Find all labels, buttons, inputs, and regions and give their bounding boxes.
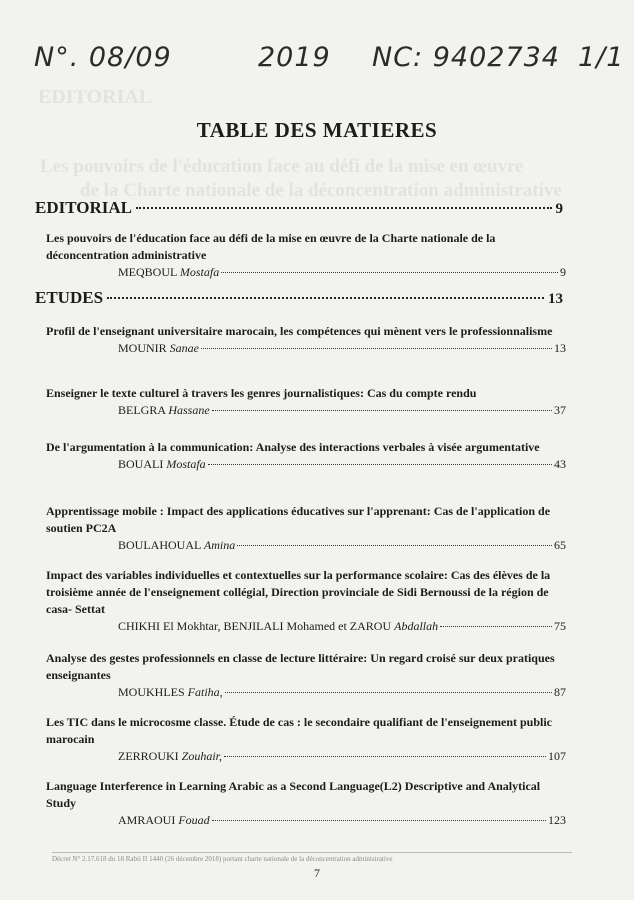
entry-title: Analyse des gestes professionnels en classe de lecture littéraire: Un regard croisé sur deux pratiques enseignantes xyxy=(46,651,555,682)
entry-page: 9 xyxy=(560,265,566,279)
entry-title: Profil de l'enseignant universitaire marocain, les compétences qui mènent vers le professionnalisme xyxy=(46,324,553,338)
dot-leader xyxy=(224,756,546,757)
entry-title: Language Interference in Learning Arabic as a Second Language(L2) Descriptive and Analytical Study xyxy=(46,779,541,810)
entry-author: MOUKHLES Fatiha, xyxy=(118,685,223,699)
handwritten-copy-count: 1/1 xyxy=(578,42,625,73)
toc-entry xyxy=(46,778,566,829)
entry-title: Enseigner le texte culturel à travers les genres journalistiques: Cas du compte rendu xyxy=(46,386,477,400)
entry-author: BELGRA Hassane xyxy=(118,403,210,417)
entry-page: 75 xyxy=(554,619,566,633)
section-editorial xyxy=(35,198,563,218)
entry-author-line xyxy=(118,618,566,635)
bleed-through-heading: EDITORIAL xyxy=(38,86,153,108)
dot-leader xyxy=(225,692,552,693)
entry-author: MEQBOUL Mostafa xyxy=(118,265,220,279)
entry-author: AMRAOUI Fouad xyxy=(118,813,210,827)
section-page: 9 xyxy=(555,201,563,217)
entry-author: BOULAHOUAL Amina xyxy=(118,538,236,552)
bleed-through-line-1: Les pouvoirs de l'éducation face au défi de la mise en œuvre xyxy=(40,156,524,177)
toc-entry xyxy=(46,714,566,765)
entry-author-line xyxy=(118,812,566,829)
entry-title: De l'argumentation à la communication: Analyse des interactions verbales à visée argumentative xyxy=(46,440,540,454)
dot-leader xyxy=(212,410,552,411)
dot-leader xyxy=(136,207,552,209)
entry-page: 13 xyxy=(554,341,566,355)
section-label: EDITORIAL xyxy=(35,198,132,217)
entry-title: Les TIC dans le microcosme classe. Étude de cas : le secondaire qualifiant de l'enseignement public marocain xyxy=(46,715,552,746)
section-page: 13 xyxy=(548,291,563,307)
toc-entry xyxy=(46,567,566,635)
dot-leader xyxy=(208,464,552,465)
entry-author-line xyxy=(118,456,566,473)
entry-author-line xyxy=(118,537,566,554)
dot-leader xyxy=(221,272,558,273)
entry-author-line xyxy=(118,340,566,357)
handwritten-call-number: NC: 9402734 xyxy=(372,42,560,73)
entry-title: Impact des variables individuelles et contextuelles sur la performance scolaire: Cas des élèves de la troisième année de l'enseignement collégial, Direction provinciale de Sidi Bernoussi de la région de casa- Settat xyxy=(46,568,551,616)
toc-entry xyxy=(46,503,566,554)
toc-entry xyxy=(46,650,566,701)
footnote: Décret N° 2.17.618 du 18 Rabii II 1440 (26 décembre 2018) portant charte nationale de la déconcentration administrative xyxy=(52,852,572,863)
entry-author: CHIKHI El Mokhtar, BENJILALI Mohamed et ZAROU Abdallah xyxy=(118,619,439,633)
entry-title: Apprentissage mobile : Impact des applications éducatives sur l'apprenant: Cas de l'application de soutien PC2A xyxy=(46,504,551,535)
entry-author: MOUNIR Sanae xyxy=(118,341,199,355)
dot-leader xyxy=(237,545,552,546)
toc-entry xyxy=(46,323,566,357)
handwritten-year: 2019 xyxy=(258,42,331,73)
entry-page: 37 xyxy=(554,403,566,417)
toc-entry xyxy=(46,439,566,473)
bleed-through-line-2: de la Charte nationale de la déconcentration administrative xyxy=(80,180,562,201)
dot-leader xyxy=(107,297,544,299)
page-number: 7 xyxy=(314,866,320,880)
entry-author-line xyxy=(118,264,566,281)
entry-page: 43 xyxy=(554,457,566,471)
handwritten-issue-number: N°. 08/09 xyxy=(34,42,172,73)
section-etudes xyxy=(35,288,563,308)
entry-page: 87 xyxy=(554,685,566,699)
entry-author: ZERROUKI Zouhair, xyxy=(118,749,223,763)
entry-title: Les pouvoirs de l'éducation face au défi de la mise en œuvre de la Charte nationale de la déconcentration administrative xyxy=(46,231,496,262)
toc-entry xyxy=(46,230,566,281)
page-title: TABLE DES MATIERES xyxy=(196,118,438,142)
entry-author: BOUALI Mostafa xyxy=(118,457,206,471)
entry-page: 65 xyxy=(554,538,566,552)
entry-page: 123 xyxy=(548,813,566,827)
dot-leader xyxy=(440,626,552,627)
toc-entry xyxy=(46,385,566,419)
section-label: ETUDES xyxy=(35,288,104,307)
entry-author-line xyxy=(118,748,566,765)
entry-author-line xyxy=(118,402,566,419)
entry-author-line xyxy=(118,684,566,701)
entry-page: 107 xyxy=(548,749,566,763)
dot-leader xyxy=(201,348,552,349)
dot-leader xyxy=(212,820,546,821)
